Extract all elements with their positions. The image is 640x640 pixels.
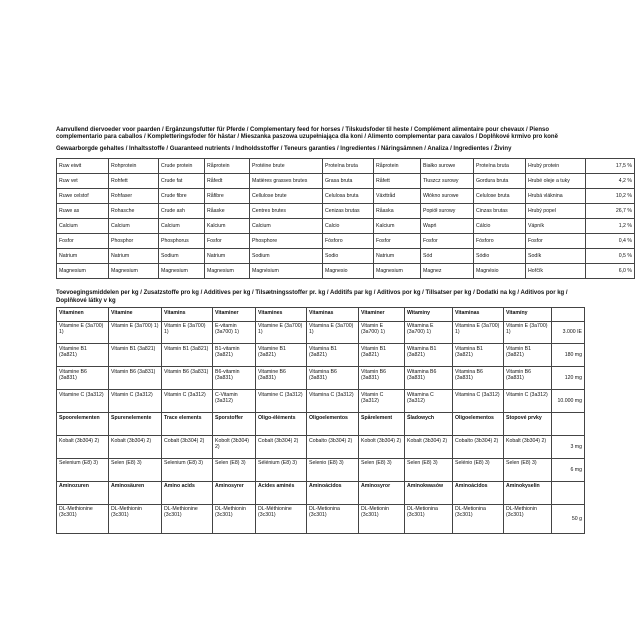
table-cell: Vitaminer [359, 307, 405, 321]
table-cell: Råfedt [205, 174, 250, 189]
table-cell: Fósforo [474, 234, 526, 249]
table-cell: Selenium (E8) 3) [162, 458, 213, 481]
table-cell: Matières grasses brutes [250, 174, 323, 189]
table-cell: Cobalto (3b304) 2) [453, 435, 504, 458]
composition-row [57, 174, 635, 189]
table-cell: Ruwe as [57, 204, 109, 219]
table-cell: Magnesium [109, 264, 159, 279]
table-cell: Spårelement [359, 413, 405, 436]
table-cell: Vitamin B1 (3a821) [359, 344, 405, 367]
table-cell: Vitamin C (3a312) [359, 390, 405, 413]
table-cell: Cellulose brute [250, 189, 323, 204]
table-cell: Vitamin C (3a312) [504, 390, 552, 413]
table-cell: Hrubý protein [526, 159, 586, 174]
table-cell: Amino acids [162, 481, 213, 504]
table-cell: B1-vitamin (3a821) [213, 344, 256, 367]
table-cell: Rohfaser [109, 189, 159, 204]
table-cell: Magnesio [323, 264, 374, 279]
table-cell: DL-Méthionine (3c301) [256, 504, 307, 533]
product-heading: Aanvullend diervoeder voor paarden / Ergänzungsfutter für Pferde / Complementary feed for horses / Tilskudsfoder til heste / Complément alimentaire pour chevaux / Pienso complementario para caballos / Kompletteringsfoder för hästar / Mieszanka paszowa uzupełniająca dla koni / Alimento complementar para cavalos / Doplňkové krmivo pro koně [56, 127, 558, 141]
table-cell: Kalcium [205, 219, 250, 234]
additive-row [57, 504, 585, 533]
table-cell: Vitamina B1 (3a821) [307, 344, 359, 367]
table-cell: Vitamina E (3a700) 1) [453, 321, 504, 344]
table-cell: Oligoelementos [453, 413, 504, 436]
table-cell: Witamina C (3a312) [405, 390, 453, 413]
table-cell: Vitamin B1 (3a821) [162, 344, 213, 367]
table-cell: Sodík [526, 249, 586, 264]
table-cell: Crude fibre [159, 189, 205, 204]
table-cell: Hrubé oleje a tuky [526, 174, 586, 189]
table-cell: Vitaminen [57, 307, 109, 321]
table-cell: DL-Metionin (3c301) [359, 504, 405, 533]
table-cell: Aminoácidos [307, 481, 359, 504]
table-cell: Gordura bruta [474, 174, 526, 189]
table-cell: Fosfor [57, 234, 109, 249]
table-cell: Natrium [57, 249, 109, 264]
table-cell: Vitamine B1 (3a821) [57, 344, 109, 367]
table-cell: Råprotein [374, 159, 421, 174]
table-cell: DL-Methionin (3c301) [504, 504, 552, 533]
table-cell: Calcio [323, 219, 374, 234]
table-cell: Vitamin E (3a700) 1) [504, 321, 552, 344]
table-cell: DL-Metionina (3c301) [405, 504, 453, 533]
table-cell: Vitaminas [453, 307, 504, 321]
table-cell: Vitamina B1 (3a821) [453, 344, 504, 367]
composition-row [57, 234, 635, 249]
amount-cell: 120 mg [552, 367, 585, 390]
table-cell: Phosphorus [159, 234, 205, 249]
table-cell: Sódio [474, 249, 526, 264]
table-cell: Białko surowe [421, 159, 474, 174]
table-cell: Proteína bruta [323, 159, 374, 174]
table-cell: Vitamin B1 (3a821) [109, 344, 162, 367]
table-cell: Vitamin C (3a312) [162, 390, 213, 413]
table-cell: Witamina E (3a700) 1) [405, 321, 453, 344]
table-cell: Kalcium [374, 219, 421, 234]
table-cell: Cobalto (3b304) 2) [307, 435, 359, 458]
table-cell: Cobalt (3b304) 2) [256, 435, 307, 458]
table-cell: Växttråd [374, 189, 421, 204]
table-cell: Magnesium [205, 264, 250, 279]
table-cell: Ruw eiwit [57, 159, 109, 174]
table-cell: Centres brutes [250, 204, 323, 219]
table-cell: Vitamine B6 (3a831) [57, 367, 109, 390]
table-cell: Trace elements [162, 413, 213, 436]
table-cell: Vitamin E (3a700) 1) [162, 321, 213, 344]
table-cell: Rohasche [109, 204, 159, 219]
table-cell: Phosphore [250, 234, 323, 249]
table-cell: Aminokwasów [405, 481, 453, 504]
additive-row [57, 344, 585, 367]
additive-row [57, 390, 585, 413]
table-cell: Aminosäuren [109, 481, 162, 504]
table-cell: Witaminy [405, 307, 453, 321]
table-cell: Aminoácidos [453, 481, 504, 504]
table-cell: Vitamin B1 (3a821) [504, 344, 552, 367]
table-cell: Wapń [421, 219, 474, 234]
table-cell: Kobolt (3b304) 2) [359, 435, 405, 458]
table-cell: Calcium [250, 219, 323, 234]
amount-cell: 50 g [552, 504, 585, 533]
table-cell: Sodium [250, 249, 323, 264]
table-cell: Vitamina E (3a700) 1) [307, 321, 359, 344]
additives-heading: Toevoegingsmiddelen per kg / Zusatzstoffe pro kg / Additives per kg / Tilsætningsstoffer pr. kg / Additifs par kg / Aditivos por kg / Tillsatser per kg / Dodatki na kg / Aditivos por kg / Doplňkové látky v kg [56, 290, 568, 304]
table-cell: Oligoelementos [307, 413, 359, 436]
table-cell: Popiół surowy [421, 204, 474, 219]
table-cell: Witamina B6 (3a831) [405, 367, 453, 390]
amount-cell: 6,0 % [586, 264, 635, 279]
table-cell: Vitaminas [307, 307, 359, 321]
table-cell: Vitamine [109, 307, 162, 321]
table-cell: Vitamine B1 (3a821) [256, 344, 307, 367]
table-cell: Kobolt (3b304) 2) [213, 435, 256, 458]
table-cell: Natrium [205, 249, 250, 264]
table-cell: Vitamines [256, 307, 307, 321]
composition-heading: Gewaarborgde gehaltes / Inhaltsstoffe / Guaranteed nutrients / Indholdsstoffer / Teneurs garanties / Ingredientes / Näringsämnen / Analiza / Ingredientes / Živiny [56, 145, 512, 152]
table-cell: Vitamine E (3a700) 1) [57, 321, 109, 344]
table-cell: Selénio (E8) 3) [453, 458, 504, 481]
table-cell: Vápník [526, 219, 586, 234]
table-cell: Kobalt (3b304) 2) [57, 435, 109, 458]
table-cell: Rohfett [109, 174, 159, 189]
table-cell: Selen (E8) 3) [109, 458, 162, 481]
table-cell: Natrium [374, 249, 421, 264]
table-cell: Celulosa bruta [323, 189, 374, 204]
table-cell: Celulose bruta [474, 189, 526, 204]
table-cell: Selen (E8) 3) [359, 458, 405, 481]
table-cell: Cinzas brutas [474, 204, 526, 219]
table-cell: Oligo-éléments [256, 413, 307, 436]
table-cell: DL-Methionin (3c301) [109, 504, 162, 533]
table-cell: Aminosyror [359, 481, 405, 504]
amount-cell: 6 mg [552, 458, 585, 481]
table-cell: Fosfor [374, 234, 421, 249]
table-cell: Vitamin E (3a700) 1) [359, 321, 405, 344]
table-cell: Fosfor [421, 234, 474, 249]
table-cell: Vitamine C (3a312) [256, 390, 307, 413]
table-cell: Phosphor [109, 234, 159, 249]
table-cell: Vitamin B6 (3a831) [109, 367, 162, 390]
table-cell: Cobalt (3b304) 2) [162, 435, 213, 458]
table-cell: Magnez [421, 264, 474, 279]
table-cell: Calcium [57, 219, 109, 234]
table-cell: Sodium [159, 249, 205, 264]
table-cell: Sélénium (E8) 3) [256, 458, 307, 481]
table-cell: Grasa bruta [323, 174, 374, 189]
amount-cell [552, 413, 585, 436]
table-cell: Fosfor [205, 234, 250, 249]
table-cell: Vitamíny [504, 307, 552, 321]
table-cell: Magnésio [474, 264, 526, 279]
table-cell: Śladowych [405, 413, 453, 436]
table-cell: Vitamin E (3a700) 1) [109, 321, 162, 344]
table-cell: B6-vitamin (3a831) [213, 367, 256, 390]
additive-row [57, 307, 585, 321]
table-cell: Rohprotein [109, 159, 159, 174]
additive-row [57, 458, 585, 481]
table-cell: Włókno surowe [421, 189, 474, 204]
composition-table [56, 158, 635, 279]
amount-cell: 4,2 % [586, 174, 635, 189]
amount-cell: 17,5 % [586, 159, 635, 174]
table-cell: Kobalt (3b304) 2) [504, 435, 552, 458]
table-cell: E-vitamin (3a700) 1) [213, 321, 256, 344]
table-cell: Vitamin B6 (3a831) [504, 367, 552, 390]
table-cell: Magnésium [250, 264, 323, 279]
additive-row [57, 321, 585, 344]
table-cell: Aminozuren [57, 481, 109, 504]
table-cell: Selenium (E8) 3) [57, 458, 109, 481]
additive-row [57, 435, 585, 458]
amount-cell: 1,2 % [586, 219, 635, 234]
table-cell: Vitamina B6 (3a831) [307, 367, 359, 390]
table-cell: Cálcio [474, 219, 526, 234]
table-cell: Vitamin B6 (3a831) [162, 367, 213, 390]
table-cell: Selenio (E8) 3) [307, 458, 359, 481]
table-cell: Magnesium [159, 264, 205, 279]
table-cell: Witamina B1 (3a821) [405, 344, 453, 367]
table-cell: Proteína bruta [474, 159, 526, 174]
table-cell: Magnesium [374, 264, 421, 279]
amount-cell: 26,7 % [586, 204, 635, 219]
table-cell: Vitamine C (3a312) [57, 390, 109, 413]
table-cell: Natrium [109, 249, 159, 264]
table-cell: DL-Methionin (3c301) [213, 504, 256, 533]
table-cell: Crude fat [159, 174, 205, 189]
table-cell: Spurenelemente [109, 413, 162, 436]
table-cell: Spoorelementen [57, 413, 109, 436]
amount-cell: 3.000 IE [552, 321, 585, 344]
table-cell: Sód [421, 249, 474, 264]
table-cell: Stopové prvky [504, 413, 552, 436]
table-cell: Kobalt (3b304) 2) [405, 435, 453, 458]
additives-table [56, 307, 585, 534]
table-cell: Tłuszcz surowy [421, 174, 474, 189]
amount-cell: 3 mg [552, 435, 585, 458]
composition-row [57, 249, 635, 264]
amount-cell: 180 mg [552, 344, 585, 367]
table-cell: Vitamina B6 (3a831) [453, 367, 504, 390]
table-cell: Acides aminés [256, 481, 307, 504]
amount-cell: 0,5 % [586, 249, 635, 264]
table-cell: Råfett [374, 174, 421, 189]
table-cell: Magnesium [57, 264, 109, 279]
table-cell: Crude ash [159, 204, 205, 219]
composition-row [57, 189, 635, 204]
additive-row [57, 481, 585, 504]
composition-row [57, 219, 635, 234]
table-cell: Råaska [374, 204, 421, 219]
table-cell: Ruw vet [57, 174, 109, 189]
table-cell: Hrubá vláknina [526, 189, 586, 204]
table-cell: Fósforo [323, 234, 374, 249]
table-cell: Calcium [109, 219, 159, 234]
composition-row [57, 159, 635, 174]
table-cell: Fosfor [526, 234, 586, 249]
table-cell: Råaske [205, 204, 250, 219]
amount-cell: 10.000 mg [552, 390, 585, 413]
composition-row [57, 204, 635, 219]
table-cell: Vitamin B6 (3a831) [359, 367, 405, 390]
table-cell: DL-Metionina (3c301) [307, 504, 359, 533]
table-cell: Vitaminer [213, 307, 256, 321]
table-cell: Aminosyrer [213, 481, 256, 504]
amount-cell: 10,2 % [586, 189, 635, 204]
table-cell: Selen (E8) 3) [213, 458, 256, 481]
table-cell: DL-Metionina (3c301) [453, 504, 504, 533]
table-cell: Selen (E8) 3) [504, 458, 552, 481]
additive-row [57, 367, 585, 390]
table-cell: Crude protein [159, 159, 205, 174]
label-sheet [56, 127, 632, 534]
amount-cell: 0,4 % [586, 234, 635, 249]
table-cell: Calcium [159, 219, 205, 234]
table-cell: Protéine brute [250, 159, 323, 174]
table-cell: Vitamine B6 (3a831) [256, 367, 307, 390]
table-cell: Råprotein [205, 159, 250, 174]
table-cell: Vitamina C (3a312) [307, 390, 359, 413]
table-cell: Råfibre [205, 189, 250, 204]
table-cell: Sporstoffer [213, 413, 256, 436]
table-cell: Vitamins [162, 307, 213, 321]
table-cell: Hořčík [526, 264, 586, 279]
amount-cell [552, 307, 585, 321]
amount-cell [552, 481, 585, 504]
table-cell: Cenizas brutas [323, 204, 374, 219]
composition-row [57, 264, 635, 279]
table-cell: Kobalt (3b304) 2) [109, 435, 162, 458]
table-cell: Vitamina C (3a312) [453, 390, 504, 413]
table-cell: Vitamin C (3a312) [109, 390, 162, 413]
table-cell: DL-Methionine (3c301) [57, 504, 109, 533]
additive-row [57, 413, 585, 436]
table-cell: C-Vitamin (3a312) [213, 390, 256, 413]
table-cell: Aminokyselin [504, 481, 552, 504]
table-cell: Ruwe celstof [57, 189, 109, 204]
table-cell: Vitamine E (3a700) 1) [256, 321, 307, 344]
table-cell: Sodio [323, 249, 374, 264]
table-cell: DL-Methionine (3c301) [162, 504, 213, 533]
table-cell: Selen (E8) 3) [405, 458, 453, 481]
table-cell: Hrubý popel [526, 204, 586, 219]
